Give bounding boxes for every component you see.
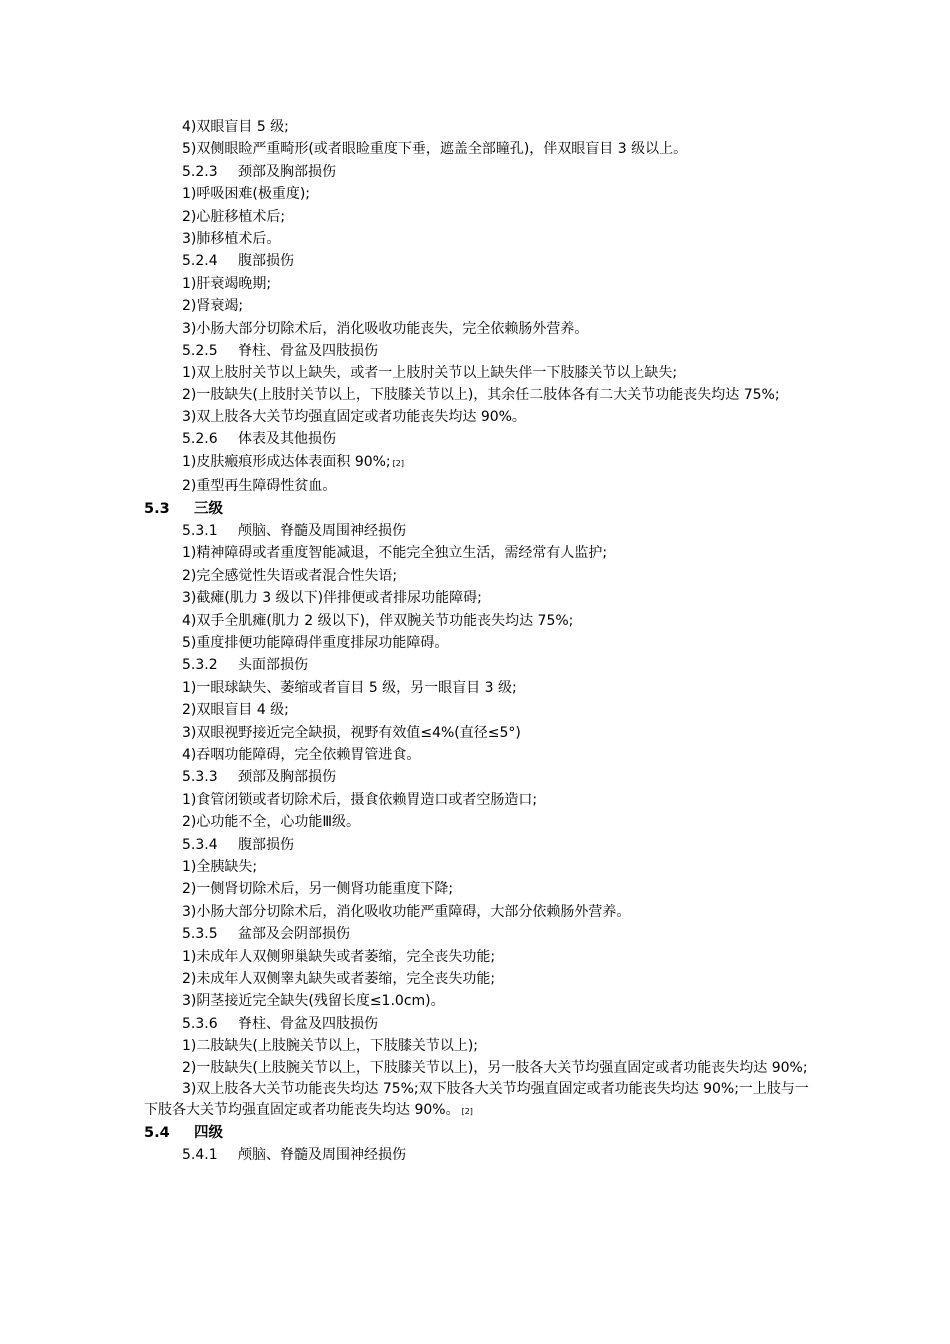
- subsection-number: 5.2.6: [182, 431, 218, 448]
- list-item: [144, 968, 814, 990]
- list-item-text: 1)呼吸困难(极重度);: [182, 186, 311, 203]
- subsection-title: 脊柱、骨盆及四肢损伤: [238, 343, 378, 360]
- list-item: [144, 677, 814, 699]
- subsection-number: 5.3.1: [182, 522, 218, 539]
- list-item-text: 3)小肠大部分切除术后，消化吸收功能丧失，完全依赖肠外营养。: [182, 320, 589, 337]
- subsection-heading: [144, 1144, 814, 1166]
- subsection-title: 颈部及胸部损伤: [238, 163, 336, 180]
- list-item: [144, 542, 814, 564]
- document-body: [144, 116, 814, 1166]
- section-heading: [144, 498, 814, 520]
- list-item-text: 2)完全感觉性失语或者混合性失语;: [182, 567, 398, 584]
- subsection-title: 腹部损伤: [238, 836, 294, 853]
- subsection-title: 盆部及会阴部损伤: [238, 926, 350, 943]
- subsection-heading: [144, 654, 814, 676]
- subsection-number: 5.4.1: [182, 1147, 218, 1164]
- list-item: [144, 228, 814, 250]
- list-item-text: 5)双侧眼睑严重畸形(或者眼睑重度下垂，遮盖全部瞳孔)，伴双眼盲目 3 级以上。: [182, 141, 688, 158]
- subsection-number: 5.2.4: [182, 253, 218, 270]
- subsection-heading: [144, 766, 814, 788]
- list-item: [144, 632, 814, 654]
- list-item-text: 4)双眼盲目 5 级;: [182, 119, 289, 135]
- list-item: [144, 744, 814, 766]
- list-item: [144, 273, 814, 295]
- subsection-heading: [144, 428, 814, 450]
- list-item: [144, 990, 814, 1012]
- list-item-text: 1)双上肢肘关节以上缺失，或者一上肢肘关节以上缺失伴一下肢膝关节以上缺失;: [182, 365, 678, 382]
- subsection-heading: [144, 250, 814, 272]
- list-item-text: 3)双上肢各大关节功能丧失均达 75%;双下肢各大关节均强直固定或者功能丧失均达 90%;一上肢与一下肢各大关节均强直固定或者功能丧失均达 90%。: [144, 1080, 809, 1118]
- list-item: [144, 722, 814, 744]
- section-heading: [144, 1122, 814, 1144]
- subsection-number: 5.3.6: [182, 1015, 218, 1032]
- list-item-text: 2)重型再生障碍性贫血。: [182, 478, 337, 495]
- list-item: [144, 878, 814, 900]
- list-item-text: 3)肺移植术后。: [182, 231, 281, 248]
- list-item-text: 3)双上肢各大关节均强直固定或者功能丧失均达 90%。: [182, 408, 526, 425]
- subsection-number: 5.3.4: [182, 836, 218, 853]
- list-item: [144, 901, 814, 923]
- subsection-number: 5.3.5: [182, 926, 218, 943]
- list-item: [144, 610, 814, 632]
- list-item-text: 1)一眼球缺失、萎缩或者盲目 5 级，另一眼盲目 3 级;: [182, 679, 517, 696]
- section-number: 5.4: [144, 1124, 170, 1141]
- reference-marker: [2]: [392, 458, 404, 468]
- subsection-heading: [144, 340, 814, 362]
- list-item: [144, 138, 814, 160]
- list-item-text: 3)阴茎接近完全缺失(残留长度≤1.0cm)。: [182, 993, 445, 1010]
- list-item-text: 1)未成年人双侧卵巢缺失或者萎缩，完全丧失功能;: [182, 948, 496, 965]
- list-item-text: 1)肝衰竭晚期;: [182, 275, 272, 292]
- reference-marker: [2]: [461, 1106, 473, 1116]
- subsection-title: 颅脑、脊髓及周围神经损伤: [238, 1147, 406, 1164]
- subsection-number: 5.2.3: [182, 163, 218, 180]
- list-item-text: 4)吞咽功能障碍，完全依赖胃管进食。: [182, 746, 421, 763]
- list-item-text: 1)二肢缺失(上肢腕关节以上，下肢膝关节以上);: [182, 1038, 479, 1055]
- subsection-title: 体表及其他损伤: [238, 431, 336, 448]
- subsection-heading: [144, 520, 814, 542]
- list-item: [144, 1035, 814, 1057]
- list-item: [144, 206, 814, 228]
- list-item: [144, 116, 814, 138]
- section-title: 四级: [194, 1124, 223, 1141]
- list-item: [144, 183, 814, 205]
- list-item-text: 1)食管闭锁或者切除术后，摄食依赖胃造口或者空肠造口;: [182, 791, 538, 808]
- section-title: 三级: [194, 500, 223, 517]
- list-item-text: 2)心脏移植术后;: [182, 208, 286, 225]
- subsection-heading: [144, 834, 814, 856]
- list-item: [144, 789, 814, 811]
- list-item-text: 1)全胰缺失;: [182, 859, 258, 875]
- subsection-heading: [144, 161, 814, 183]
- list-item: [144, 451, 814, 475]
- list-item-text: 1)精神障碍或者重度智能减退，不能完全独立生活，需经常有人监护;: [182, 545, 608, 562]
- list-item-text: 2)肾衰竭;: [182, 298, 244, 315]
- list-item-text: 2)一肢缺失(上肢肘关节以上，下肢膝关节以上)，其余任二肢体各有二大关节功能丧失均达 75%;: [182, 386, 780, 403]
- list-item: [144, 699, 814, 721]
- list-item: [144, 946, 814, 968]
- subsection-heading: [144, 923, 814, 945]
- subsection-heading: [144, 1013, 814, 1035]
- subsection-title: 颅脑、脊髓及周围神经损伤: [238, 522, 406, 539]
- list-item: [144, 856, 814, 878]
- list-item: [144, 811, 814, 833]
- subsection-number: 5.2.5: [182, 343, 218, 360]
- list-item: [144, 565, 814, 587]
- list-item-text: 1)皮肤瘢痕形成达体表面积 90%;: [182, 453, 391, 470]
- list-item: [144, 475, 814, 497]
- subsection-number: 5.3.2: [182, 657, 218, 674]
- list-item: [144, 385, 814, 406]
- list-item-text: 2)未成年人双侧睾丸缺失或者萎缩，完全丧失功能;: [182, 971, 496, 988]
- subsection-title: 腹部损伤: [238, 253, 294, 270]
- list-item: [144, 587, 814, 609]
- list-item: [144, 318, 814, 340]
- list-item-text: 2)一侧肾切除术后，另一侧肾功能重度下降;: [182, 881, 454, 898]
- subsection-number: 5.3.3: [182, 769, 218, 786]
- list-item: [144, 295, 814, 317]
- list-item-text: 2)心功能不全，心功能Ⅲ级。: [182, 814, 361, 831]
- list-item: [144, 362, 814, 384]
- list-item: [144, 406, 814, 428]
- subsection-title: 头面部损伤: [238, 657, 308, 674]
- list-item-text: 3)双眼视野接近完全缺损，视野有效值≤4%(直径≤5°): [182, 724, 521, 741]
- list-item-text: 2)双眼盲目 4 级;: [182, 702, 289, 719]
- list-item: [144, 1058, 814, 1079]
- list-item-text: 4)双手全肌瘫(肌力 2 级以下)，伴双腕关节功能丧失均达 75%;: [182, 612, 574, 629]
- list-item: [144, 1079, 814, 1122]
- subsection-title: 颈部及胸部损伤: [238, 769, 336, 786]
- list-item-text: 5)重度排便功能障碍伴重度排尿功能障碍。: [182, 634, 449, 651]
- section-number: 5.3: [144, 500, 170, 517]
- list-item-text: 2)一肢缺失(上肢腕关节以上，下肢膝关节以上)，另一肢各大关节均强直固定或者功能丧失均达 90%;: [182, 1059, 808, 1076]
- list-item-text: 3)截瘫(肌力 3 级以下)伴排便或者排尿功能障碍;: [182, 590, 482, 607]
- subsection-title: 脊柱、骨盆及四肢损伤: [238, 1015, 378, 1032]
- list-item-text: 3)小肠大部分切除术后，消化吸收功能严重障碍，大部分依赖肠外营养。: [182, 903, 631, 920]
